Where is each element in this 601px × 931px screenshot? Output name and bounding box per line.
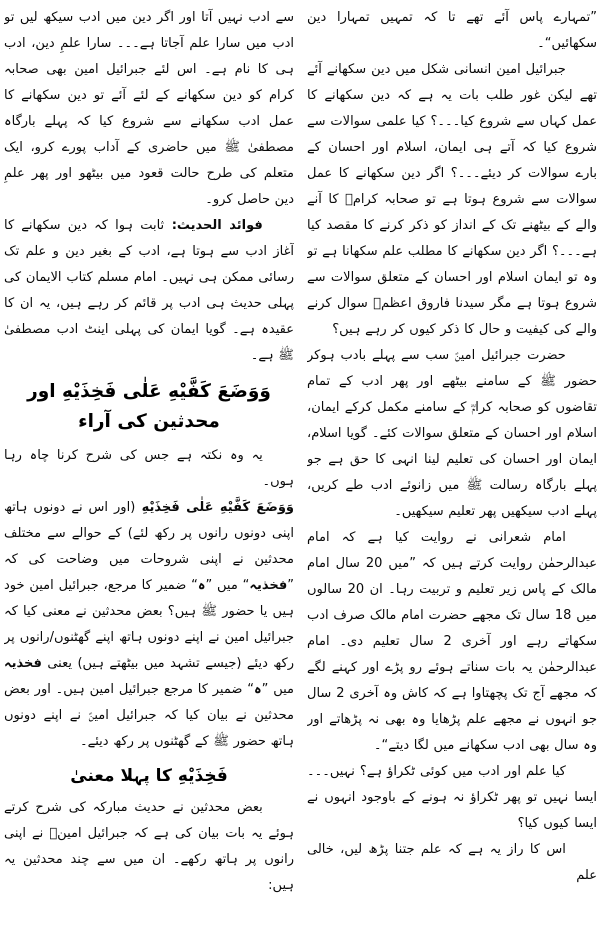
paragraph (4, 495, 294, 755)
paragraph (307, 837, 597, 889)
paragraph (307, 57, 597, 343)
text-run: حضرت جبرائیل امینؑ سب سے پہلے بادب ہوکر حضور ﷺ کے سامنے بیٹھے اور پھر ادب کے تمام تقاضوں کو صحابہ کرامؓ کے سامنے مکمل کرکے ایمان، اسلام اور احسان کے متعلق سوالات کئے۔ گویا اسلام، ایمان اور احسان کی تعلیم لینا انہی کا حق ہے جو پہلے بارگاہ رسالت ﷺ میں زانوئے ادب طے کریں، پہلے ادب سیکھیں پھر تعلیم سیکھیں۔ (307, 348, 597, 519)
paragraph (307, 525, 597, 759)
bold-text-run: ہ (254, 682, 262, 697)
text-run: “ ضمیر کا مرجع جبرائیل امین ہیں۔ اور بعض محدثین نے بیان کیا کہ جبرائیل امینؑ نے اپنے دونوں ہاتھ حضور ﷺ کے گھٹنوں پر رکھ دیئے۔ (4, 682, 294, 749)
column-left (4, 5, 294, 931)
text-run: ”تمہارے پاس آئے تھے تا کہ تمہیں تمہارا دین سکھائیں“۔ (307, 10, 597, 51)
column-right (307, 5, 597, 931)
paragraph (307, 759, 597, 837)
text-run: (اور اس نے دونوں ہاتھ اپنی دونوں رانوں پر رکھ لئے) کے حوالے سے مختلف محدثین نے اپنی شروحات میں وضاحت کی کہ ” (4, 500, 294, 593)
text-run: ثابت ہوا کہ دین سکھانے کا آغاز ادب سے ہوتا ہے، ادب کے بغیر دین و علم تک رسائی ممکن ہی نہیں۔ امام مسلم کتاب الایمان کی پہلی حدیث ہی ادب پر قائم کر رہے ہیں، یہ ان کا عقیدہ ہے۔ گویا ایمان کی پہلی اینٹ ادب مصطفیٰ ﷺ ہے۔ (4, 218, 294, 363)
text-run: یہ وہ نکتہ ہے جس کی شرح کرنا چاہ رہا ہوں۔ (4, 448, 294, 489)
paragraph (4, 213, 294, 369)
text-run: امام شعرانی نے روایت کیا ہے کہ امام عبدالرحمٰن روایت کرتے ہیں کہ ”میں 20 سال امام مالک کے پاس زیر تعلیم و تربیت رہا۔ ان 20 سالوں میں 18 سال تک مجھے حضرت امام مالک صرف ادب سکھاتے رہے اور آخری 2 سال تعلیم دی۔ امام عبدالرحمٰن یہ بات سناتے ہوئے رو پڑے اور کہنے لگے کہ مجھے آج تک پچھتاوا ہے کہ کاش وہ آخری 2 سال جو انہوں نے مجھے علم پڑھایا وہ بھی نہ پڑھاتے اور وہ سال بھی ادب سکھانے میں لگا دیتے“۔ (307, 530, 597, 753)
text-run: جبرائیل امین انسانی شکل میں دین سکھانے آئے تھے لیکن غور طلب بات یہ ہے کہ دین سکھانے کا عمل کہاں سے شروع کیا۔۔۔؟ کیا علمی سوالات سے شروع کیا کہ آتے ہی ایمان، اسلام اور احسان کے بارے سوالات کر دیئے۔۔۔؟ اگر دین سکھانے کا عمل سوالات سے شروع ہوتا ہے تو صحابہ کرامؓ کا آنے والے کے بیٹھنے تک کے انداز کو ذکر کرنے کا مقصد کیا ہے۔۔۔؟ اگر دین سکھانے کا مطلب علم سکھانا ہے تو وہ تو ایمان اسلام اور احسان کے متعلق سوالات سے شروع ہوتا ہے مگر سیدنا فاروق اعظمؓ سوال کرنے والے کی کیفیت و حال کا ذکر کیوں کر رہے ہیں؟ (307, 62, 597, 337)
text-run: سے ادب نہیں آتا اور اگر دین میں ادب سیکھ لیں تو ادب میں سارا علم آجاتا ہے۔۔۔ سارا علمِ دین، ادب ہی کا نام ہے۔ اس لئے جبرائیل امین بھی صحابہ کرام کو دین سکھانے کے لئے آئے تو دین سکھانے کا عمل ادب سکھانے سے شروع کیا کہ پہلے بارگاہ مصطفیٰ ﷺ میں حاضری کے آداب پورے کرو، ایک متعلم کی طرح حالت قعود میں بیٹھو اور پھر علمِ دین حاصل کرو۔ (4, 10, 294, 207)
bold-text-run: فخذیہ (249, 578, 288, 593)
text-run: میں ” (261, 682, 294, 697)
paragraph (4, 443, 294, 495)
paragraph (4, 5, 294, 213)
section-heading-fakhizayhi-first-meaning: فَخِذَيْهِ کا پہلا معنیٰ (70, 766, 228, 786)
text-run: کیا علم اور ادب میں کوئی ٹکراؤ ہے؟ نہیں۔۔۔ ایسا نہیں تو پھر ٹکراؤ نہ ہونے کے باوجود انہوں نے ایسا کیوں کیا؟ (307, 764, 597, 831)
text-run: بعض محدثین نے حدیث مبارکہ کی شرح کرتے ہوئے یہ بات بیان کی ہے کہ جبرائیل امینؑ نے اپنی رانوں پر ہاتھ رکھے۔ ان میں سے چند محدثین یہ ہیں: (4, 800, 294, 893)
text-run: اس کا راز یہ ہے کہ علم جتنا پڑھ لیں، خالی علم (307, 842, 597, 883)
paragraph (307, 5, 597, 57)
bold-text-run: فخذیہ (4, 656, 42, 671)
text-run: “ ضمیر کا مرجع، جبرائیل امین خود ہیں یا حضور ﷺ ہیں؟ بعض محدثین نے معنی کیا کہ جبرائیل امین نے اپنے دونوں ہاتھ اپنے گھٹنوں/رانوں پر رکھ دیئے (جیسے تشہد میں بیٹھتے ہیں) یعنی (4, 578, 294, 671)
paragraph (4, 795, 294, 899)
paragraph (307, 343, 597, 525)
bold-text-run: فوائد الحدیث: (164, 218, 263, 233)
bold-text-run: ہ (197, 578, 206, 593)
section-heading-wada-kaffayhi: وَوَضَعَ كَفَّيْهِ عَلٰى فَخِذَيْهِ اور محدثین کی آراء (27, 381, 271, 432)
bold-text-run: وَوَضَعَ كَفَّيْهِ عَلٰى فَخِذَيْهِ (135, 500, 294, 515)
text-run: “ میں ” (205, 578, 250, 593)
